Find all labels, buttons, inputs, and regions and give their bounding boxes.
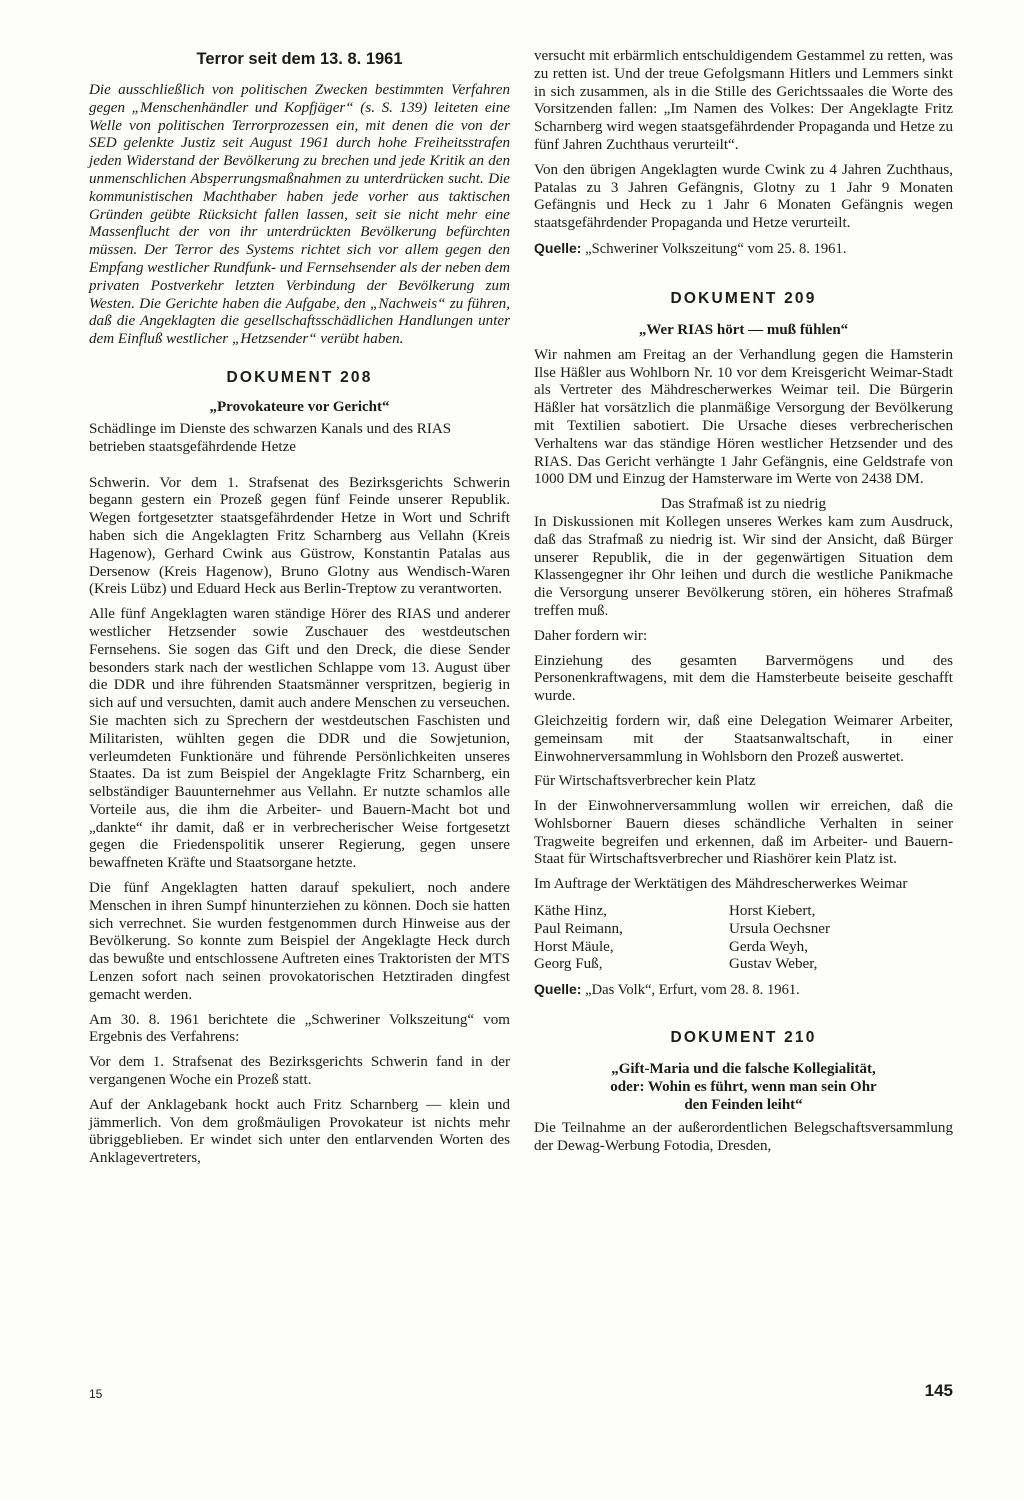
source-label: Quelle: xyxy=(534,981,582,998)
signatory: Gustav Weber, xyxy=(729,956,818,973)
title-line: den Feinden leiht“ xyxy=(684,1097,803,1114)
signatory: Paul Reimann, xyxy=(534,920,623,937)
document-208-heading: DOKUMENT 208 xyxy=(226,368,373,386)
title-line: oder: Wohin es führt, wenn man sein Ohr xyxy=(610,1079,877,1096)
body-paragraph: In der Einwohnerversammlung wollen wir erreichen, daß die Wohlsborner Bauern dieses schändliche Verhalten in seiner Tragweite begreifen und erkennen, daß im Arbeiter- und Bauern-Staat für Wirtschaftsverbrecher und Riashörer kein Platz ist. xyxy=(534,798,953,868)
body-paragraph: Daher fordern wir: xyxy=(534,627,648,644)
body-paragraph: Gleichzeitig fordern wir, daß eine Delegation Weimarer Arbeiter, gemeinsam mit der Staatsanwaltschaft, in einer Einwohnerversammlung in Wohlsborn den Prozeß auswertet. xyxy=(534,712,953,765)
right-column xyxy=(534,48,953,1156)
document-209-heading: DOKUMENT 209 xyxy=(670,289,817,307)
source-line xyxy=(534,240,953,259)
body-paragraph: Vor dem 1. Strafsenat des Bezirksgerichts Schwerin fand in der vergangenen Woche ein Prozeß statt. xyxy=(89,1054,510,1089)
signatory: Horst Kiebert, xyxy=(729,903,816,920)
document-208-subtitle: Schädlinge im Dienste des schwarzen Kanals und des RIAS betrieben staatsgefährdende Hetze xyxy=(89,420,452,455)
continuation-paragraph: versucht mit erbärmlich entschuldigendem Gestammel zu retten, was zu retten ist. Und der treue Gefolgsmann Hitlers und Lemmers sinkt in sich zusammen, als in die Stille des Gerichtssaales die Worte des Vorsitzenden fallen: „Im Namen des Volkes: Der Angeklagte Fritz Scharnberg wird wegen staatsgefährdender Propaganda und Hetze zu fünf Jahren Zuchthaus verurteilt“. xyxy=(534,48,953,153)
source-label: Quelle: xyxy=(534,239,582,256)
section-title: Terror seit dem 13. 8. 1961 xyxy=(196,50,403,68)
signatory: Käthe Hinz, xyxy=(534,903,607,920)
signatory: Gerda Weyh, xyxy=(729,938,808,955)
subheading: Das Strafmaß ist zu niedrig xyxy=(660,496,827,513)
body-paragraph: In Diskussionen mit Kollegen unseres Werkes kam zum Ausdruck, daß das Strafmaß zu niedrig ist. Wir sind der Ansicht, daß Bürger unserer Republik, die in der gegenwärtigen Situation dem Klassengegner ihr Ohr leihen und durch die westliche Panikmache die Versorgung unserer Bevölkerung stören, ein höheres Strafmaß treffen muß. xyxy=(534,513,953,619)
body-paragraph: Alle fünf Angeklagten waren ständige Hörer des RIAS und anderer westlicher Hetzsender sowie Zuschauer des westdeutschen Fernsehens. Sie sogen das Gift und den Dreck, die diese Sender besonders stark nach der westlichen Schlappe vom 13. August über die DDR und ihre führenden Staatsmänner verspritzen, begierig in sich auf und versuchten, damit auch andere Menschen zu verseuchen. Sie machten sich zu Sprechern der westdeutschen Faschisten und Militaristen, wühlten gegen die DDR und die Sowjetunion, verleumdeten Funktionäre und führende Persönlichkeiten unseres Staates. Da ist zum Beispiel der Angeklagte Fritz Scharnberg, ein selbständiger Bauunternehmer aus Vellahn. Er nutzte schamlos alle Vorteile aus, die ihm die Arbeiter- und Bauern-Macht bot und „dankte“ ihr damit, daß er in verbrecherischer Weise fortgesetzt gegen die Friedenspolitik unserer Regierung, gegen unsere bewaffneten Kräfte und Staatsorgane hetzte. xyxy=(89,606,510,872)
page-number: 145 xyxy=(924,1381,953,1400)
verdicts-paragraph: Von den übrigen Angeklagten wurde Cwink zu 4 Jahren Zuchthaus, Patalas zu 3 Jahren Gefängnis, Glotny zu 1 Jahr 9 Monaten Gefängnis und Heck zu 1 Jahr 6 Monaten Gefängnis wegen staatsgefährdender Propaganda und Hetze verurteilt. xyxy=(534,161,953,232)
intro-paragraph: Die ausschließlich von politischen Zwecken bestimmten Verfahren gegen „Menschenhändler und Kopfjäger“ (s. S. 139) leiteten eine Welle von politischen Terrorprozessen ein, mit denen die von der SED gelenkte Justiz seit August 1961 durch hohe Freiheitsstrafen jeden Widerstand der Bevölkerung zu brechen und jede Kritik an den unmenschlichen Absperrungsmaßnahmen zu unterdrücken sucht. Die kommunistischen Machthaber haben jede vorher aus taktischen Gründen geübte Rücksicht fallen lassen, seit sie nicht mehr eine Massenflucht der von ihr unterdrückten Bevölkerung befürchten müssen. Der Terror des Systems richtet sich vor allem gegen den Empfang westlicher Rundfunk- und Fernsehsender als der neben dem privaten Postverkehr letzten Verbindung der Bevölkerung zum Westen. Die Gerichte haben die Aufgabe, den „Nachweis“ zu führen, daß die Angeklagten die gesellschaftsschädlichen Handlungen unter dem Einfluß westlicher „Hetzsender“ verübt haben. xyxy=(89,82,510,348)
signatory: Ursula Oechsner xyxy=(729,920,831,937)
source-text: „Schweriner Volkszeitung“ vom 25. 8. 1961. xyxy=(585,240,847,257)
body-paragraph: Schwerin. Vor dem 1. Strafsenat des Bezirksgerichts Schwerin begann gestern ein Prozeß gegen fünf Feinde unserer Republik. Wegen fortgesetzter staatsgefährdender Hetze in Wort und Schrift haben sich die Angeklagten Fritz Scharnberg aus Vellahn (Kreis Hagenow), Gerhard Cwink aus Güstrow, Konstantin Patalas aus Dersenow (Kreis Hagenow), Bruno Glotny aus Wendisch-Waren (Kreis Lübz) und Eduard Heck aus Berlin-Treptow zu verantworten. xyxy=(89,474,510,598)
body-paragraph: Auf der Anklagebank hockt auch Fritz Scharnberg — klein und jämmerlich. Von dem großmäuligen Provokateur ist nichts mehr übriggeblieben. Er windet sich unter den entlarvenden Worten des Anklagevertreters, xyxy=(89,1096,510,1167)
body-paragraph: Im Auftrage der Werktätigen des Mähdrescherwerkes Weimar xyxy=(534,876,908,893)
source-text: „Das Volk“, Erfurt, vom 28. 8. 1961. xyxy=(585,982,800,999)
left-column xyxy=(89,48,510,1168)
title-line: „Gift-Maria und die falsche Kollegialität, xyxy=(611,1061,876,1078)
body-paragraph: Am 30. 8. 1961 berichtete die „Schweriner Volkszeitung“ vom Ergebnis des Verfahrens: xyxy=(89,1011,510,1046)
source-line xyxy=(534,981,953,1000)
signatories xyxy=(534,903,953,974)
body-paragraph: Die Teilnahme an der außerordentlichen Belegschaftsversammlung der Dewag-Werbung Fotodia, Dresden, xyxy=(534,1120,953,1154)
document-209-title: „Wer RIAS hört — muß fühlen“ xyxy=(638,321,849,338)
body-paragraph: Einziehung des gesamten Barvermögens und des Personenkraftwagens, mit dem die Hamsterbeute beiseite geschafft wurde. xyxy=(534,652,953,705)
body-paragraph: Wir nahmen am Freitag an der Verhandlung gegen die Hamsterin Ilse Häßler aus Wohlborn Nr. 10 vor dem Kreisgericht Weimar-Stadt als Vertreter des Mähdrescherwerkes Weimar teil. Die Bürgerin Häßler hat vorsätzlich die planmäßige Versorgung der Bevölkerung mit Textilien sabotiert. Die Ursache dieses verbrecherischen Verhaltens war das ständige Hören westlicher Hetzsender und des RIAS. Das Gericht verhängte 1 Jahr Gefängnis, eine Geldstrafe von 1000 DM und Einzug der Hamsterware im Werte von 2438 DM. xyxy=(534,346,953,488)
document-208-title: „Provokateure vor Gericht“ xyxy=(209,398,390,415)
signatory: Horst Mäule, xyxy=(534,938,614,955)
subheading: Für Wirtschaftsverbrecher kein Platz xyxy=(534,773,756,790)
folio-mark: 15 xyxy=(89,1387,103,1401)
document-210-title xyxy=(534,1060,953,1114)
signatory: Georg Fuß, xyxy=(534,956,603,973)
document-210-heading: DOKUMENT 210 xyxy=(670,1029,817,1047)
body-paragraph: Die fünf Angeklagten hatten darauf spekuliert, noch andere Menschen in ihren Sumpf hinunterziehen zu können. Doch sie hatten sich verrechnet. Sie wurden festgenommen durch Hinweise aus der Bevölkerung. So konnte zum Beispiel der Angeklagte Heck durch das bewußte und entschlossene Auftreten eines Traktoristen der MTS Lenzen sofort nach seinen provokatorischen Hetztiraden dingfest gemacht werden. xyxy=(89,880,510,1003)
